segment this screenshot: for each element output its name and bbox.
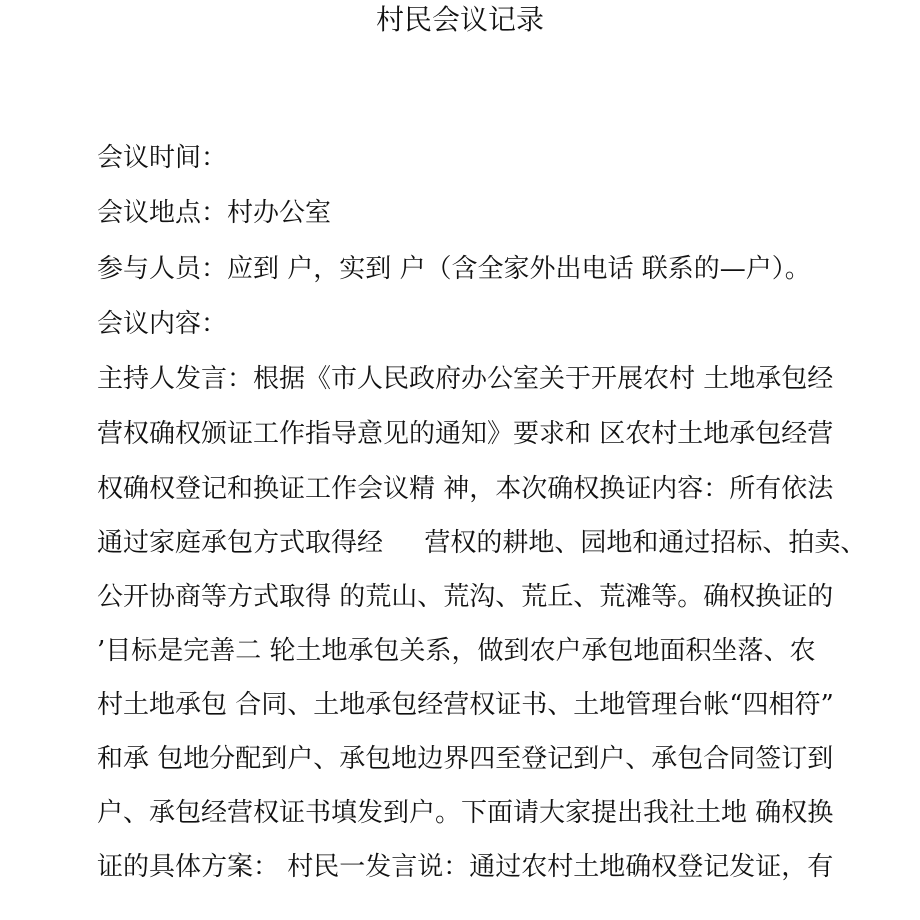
meeting-place: 会议地点：村办公室 <box>97 198 332 228</box>
body-line: 和承 包地分配到户、承包地边界四至登记到户、承包合同签订到 <box>97 744 834 774</box>
body-line: 通过家庭承包方式取得经 营权的耕地、园地和通过招标、拍卖、 <box>97 528 867 558</box>
body-line: 主持人发言：根据《市人民政府办公室关于开展农村 土地承包经 <box>97 364 834 394</box>
body-line: 公开协商等方式取得 的荒山、荒沟、荒丘、荒滩等。确权换证的 <box>97 582 834 612</box>
meeting-attendees: 参与人员：应到 户，实到 户（含全家外出电话 联系的—户）。 <box>97 254 811 284</box>
meeting-time: 会议时间： <box>97 143 228 173</box>
body-line: 证的具体方案： 村民一发言说：通过农村土地确权登记发证，有 <box>97 852 834 882</box>
document-title: 村民会议记录 <box>375 3 544 36</box>
body-line: 权确权登记和换证工作会议精 神，本次确权换证内容：所有依法 <box>97 474 834 504</box>
body-line: ’目标是完善二 轮土地承包关系，做到农户承包地面积坐落、农 <box>97 636 816 666</box>
body-line: 户、承包经营权证书填发到户。下面请大家提出我社土地 确权换 <box>97 798 834 828</box>
meeting-content-label: 会议内容： <box>97 309 228 339</box>
body-line: 营权确权颁证工作指导意见的通知》要求和 区农村土地承包经营 <box>97 419 834 449</box>
body-line: 村土地承包 合同、土地承包经营权证书、土地管理台帐“四相符” <box>97 690 834 720</box>
